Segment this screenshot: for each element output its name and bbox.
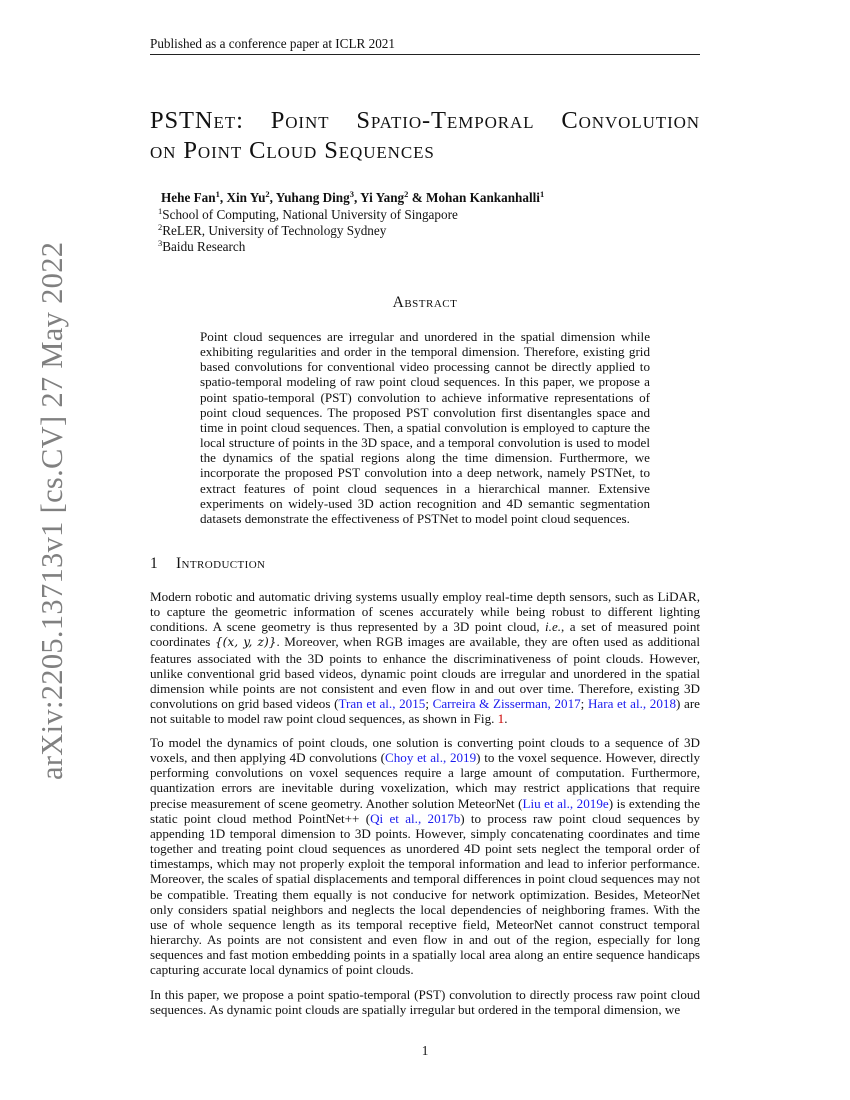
arxiv-identifier-stamp: arXiv:2205.13713v1 [cs.CV] 27 May 2022 <box>35 241 69 780</box>
introduction-paragraph-2 <box>150 735 700 978</box>
section-title: Introduction <box>176 555 266 572</box>
author-affiliation-mark: 3 <box>349 189 354 199</box>
citation-separator: ; <box>580 696 588 712</box>
paragraph-text: , a set of measured point coordinates <box>150 619 700 650</box>
title-line-2: on Point Cloud Sequences <box>150 137 435 164</box>
figure-reference-link[interactable]: 1 <box>497 711 505 727</box>
affiliation-1 <box>158 207 458 223</box>
section-heading-introduction <box>150 555 265 573</box>
author-affiliation-mark: 2 <box>265 189 270 199</box>
paragraph-text: ) to the voxel sequence. However, directly performing convolutions on voxel sequences require a large amount of computation. Furthermore, quantization errors are inevitable during voxelization, which may restrict applications that require precise measurement of scene geometry. Another solution MeteorNet ( <box>150 750 701 811</box>
author-ampersand: & <box>408 190 426 205</box>
abstract-heading: Abstract <box>392 294 458 311</box>
paragraph-text: . <box>504 711 508 727</box>
paragraph-text: ) to process raw point cloud sequences by appending 1D temporal dimension to 3D points. However, simply concatenating coordinates and time together and treating point cloud sequences as unordered 4D point sets neglect the temporal order of timestamps, which may not properly exploit the temporal information and lead to inferior performance. Moreover, the scales of spatial displacements and temporal differences in point cloud sequences may not be compatible. Treating them equally is not conducive for network optimization. Besides, MeteorNet only considers spatial neighbors and neglects the local dependencies of neighboring frames. With the use of whole sequence length as its temporal receptive field, MeteorNet cannot construct temporal hierarchy. As points are not consistent and even flow in and out of the region, especially for long sequences and fast motion embedding points in a spatially local area along an entire sequence handicaps capturing accurate local dynamics of point clouds. <box>150 810 700 978</box>
header-rule <box>150 54 700 55</box>
author-name: Yi Yang <box>360 190 405 205</box>
author-separator: , <box>219 190 227 205</box>
author-affiliation-mark: 1 <box>539 189 545 199</box>
affiliation-mark: 2 <box>158 222 163 232</box>
running-head: Published as a conference paper at ICLR 2021 <box>150 36 395 51</box>
citation-link[interactable]: Liu et al., 2019e <box>522 795 609 811</box>
author-affiliation-mark: 2 <box>404 189 409 199</box>
author-name: Mohan Kankanhalli <box>426 190 540 205</box>
citation-separator: ; <box>425 696 433 712</box>
paragraph-text: . Moreover, when RGB images are available, they are often used as additional features associated with the 3D points to enhance the discriminativeness of point clouds. However, unlike conventional grid based videos, dynamic point clouds are irregular and unordered in the spatial dimension while points are not consistent and even flow in and out over time. Therefore, existing 3D convolutions on grid based videos ( <box>150 634 700 712</box>
citation-link[interactable]: Tran et al., 2015 <box>338 696 426 712</box>
introduction-paragraph-1 <box>150 589 700 726</box>
introduction-paragraph-3: In this paper, we propose a point spatio-temporal (PST) convolution to directly process raw point cloud sequences. As dynamic point clouds are spatially irregular but ordered in the temporal dimension, we <box>150 987 700 1018</box>
paper-page <box>150 0 700 1100</box>
affiliation-text: ReLER, University of Technology Sydney <box>162 223 387 238</box>
author-affiliation-mark: 1 <box>215 189 220 199</box>
author-name: Hehe Fan <box>161 190 216 205</box>
affiliation-text: Baidu Research <box>162 239 246 254</box>
citation-link[interactable]: Hara et al., 2018 <box>587 696 676 712</box>
affiliation-mark: 1 <box>158 206 163 216</box>
citation-link[interactable]: Qi et al., 2017b <box>370 810 461 826</box>
author-name: Yuhang Ding <box>275 190 350 205</box>
paragraph-text: To model the dynamics of point clouds, one solution is converting point clouds to a sequence of 3D voxels, and then applying 4D convolutions ( <box>150 735 700 766</box>
paper-title <box>150 106 700 166</box>
affiliation-text: School of Computing, National University of Singapore <box>162 207 458 222</box>
citation-link[interactable]: Carreira & Zisserman, 2017 <box>432 696 581 712</box>
abstract-text: Point cloud sequences are irregular and unordered in the spatial dimension while exhibiting regularities and order in the temporal dimension. Therefore, existing grid based convolutions for conventional video processing cannot be directly applied to spatio-temporal modeling of raw point cloud sequences. In this paper, we propose a point spatio-temporal (PST) convolution to achieve informative representations of point cloud sequences. The proposed PST convolution first disentangles space and time in point cloud sequences. Then, a spatial convolution is employed to capture the local structure of points in the 3D space, and a temporal convolution is used to model the dynamics of the spatial regions along the time dimension. Furthermore, we incorporate the proposed PST convolution into a deep network, namely PSTNet, to extract features of point cloud sequences in a hierarchical manner. Extensive experiments on widely-used 3D action recognition and 4D semantic segmentation datasets demonstrate the effectiveness of PSTNet to model point cloud sequences. <box>200 329 650 526</box>
author-list <box>161 190 544 206</box>
paragraph-text: ) is extending the static point cloud method PointNet++ ( <box>150 795 701 826</box>
math-expression: {(x, y, z)} <box>214 635 277 650</box>
section-number: 1 <box>150 555 159 572</box>
citation-link[interactable]: Choy et al., 2019 <box>385 750 477 766</box>
author-name: Xin Yu <box>226 190 266 205</box>
author-separator: , <box>353 190 361 205</box>
page-number: 1 <box>421 1043 429 1058</box>
paragraph-text: ) are not suitable to model raw point cloud sequences, as shown in Fig. <box>150 696 700 727</box>
italic-abbreviation: i.e. <box>545 619 562 635</box>
author-separator: , <box>269 190 276 205</box>
affiliation-mark: 3 <box>158 238 163 248</box>
affiliation-3 <box>158 239 245 255</box>
paragraph-text: Modern robotic and automatic driving systems usually employ real-time depth sensors, such as LiDAR, to capture the geometric information of scenes accurately while being robust to different lighting conditions. A scene geometry is thus represented by a 3D point cloud, <box>150 589 700 635</box>
title-line-1: PSTNet: Point Spatio-Temporal Convolution <box>150 107 700 134</box>
affiliation-2 <box>158 223 386 239</box>
